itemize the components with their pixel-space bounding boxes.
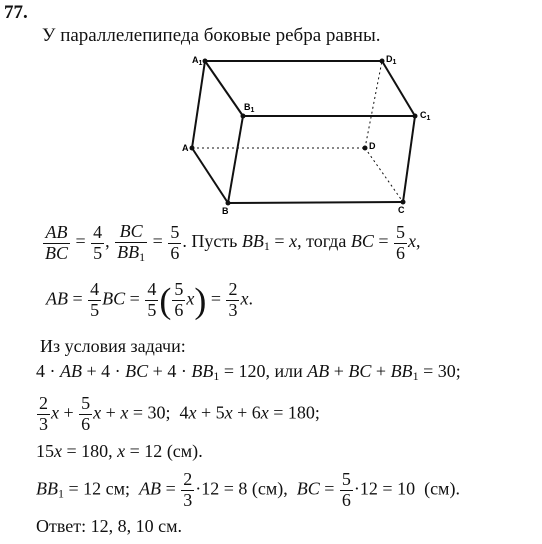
label-b: B (222, 206, 229, 216)
label-a: A (182, 143, 189, 153)
cm-word: см (105, 478, 126, 499)
svg-text:B1 (244, 102, 255, 114)
ratio-line: $\frac{AB}{BC}$ = $\frac{4}{5}$ , $\frac{BC}{BB_1}$ = $\frac{5}{6}$ . Пусть $BB_1 = x$, тогда BC = $\frac{5}{6}$ x, (45, 221, 421, 264)
label-d: D (369, 141, 376, 151)
sum-equation: 4 · AB + 4 · BC + $4 \cdot BB_1 = 120$, или AB + BC + $BB_1 = 30$; (36, 361, 461, 383)
label-c: C (398, 205, 405, 215)
x-solution: 15x = 180, x = 12 (см). (36, 441, 203, 461)
let-word: Пусть (191, 231, 238, 252)
or-word: или (274, 361, 303, 381)
condition-heading: Из условия задачи: (40, 336, 186, 356)
x-equation: $\frac{2}{3}$ x + $\frac{5}{6}$ x + x = 30; 4x + 5x + 6x = 180; (39, 393, 320, 434)
svg-text:D1 (386, 54, 397, 66)
edge-results: $BB_1 = 12$ см; AB = $\frac{2}{3}$ ·12 = 8 (см), BC = $\frac{5}{6}$ ·12 = 10 (см). (36, 469, 460, 510)
label-d1: D (386, 54, 393, 64)
label-a1: A (192, 55, 199, 65)
svg-text:C1 (420, 110, 431, 122)
cm-unit-bc: (см) (424, 478, 456, 499)
svg-text:A1 (192, 55, 203, 67)
label-b1: B (244, 102, 251, 112)
label-b1-sub: 1 (250, 107, 255, 114)
cm-unit: (см) (166, 441, 199, 461)
label-d1-sub: 1 (392, 59, 397, 66)
problem-number: 77. (4, 2, 28, 23)
label-a1-sub: 1 (198, 60, 203, 67)
problem-statement: У параллелепипеда боковые ребра равны. (42, 25, 381, 46)
then-word: тогда (306, 231, 347, 252)
ab-expression: AB = $\frac{4}{5}$ BC = $\frac{4}{5}$ ( $\frac{5}{6}$ x) = $\frac{2}{3}$ x. (46, 279, 253, 321)
cm-unit-ab: (см) (251, 478, 284, 499)
answer-line: Ответ: 12, 8, 10 см. (36, 516, 182, 536)
label-c1-sub: 1 (426, 115, 431, 122)
label-c1: C (420, 110, 427, 120)
